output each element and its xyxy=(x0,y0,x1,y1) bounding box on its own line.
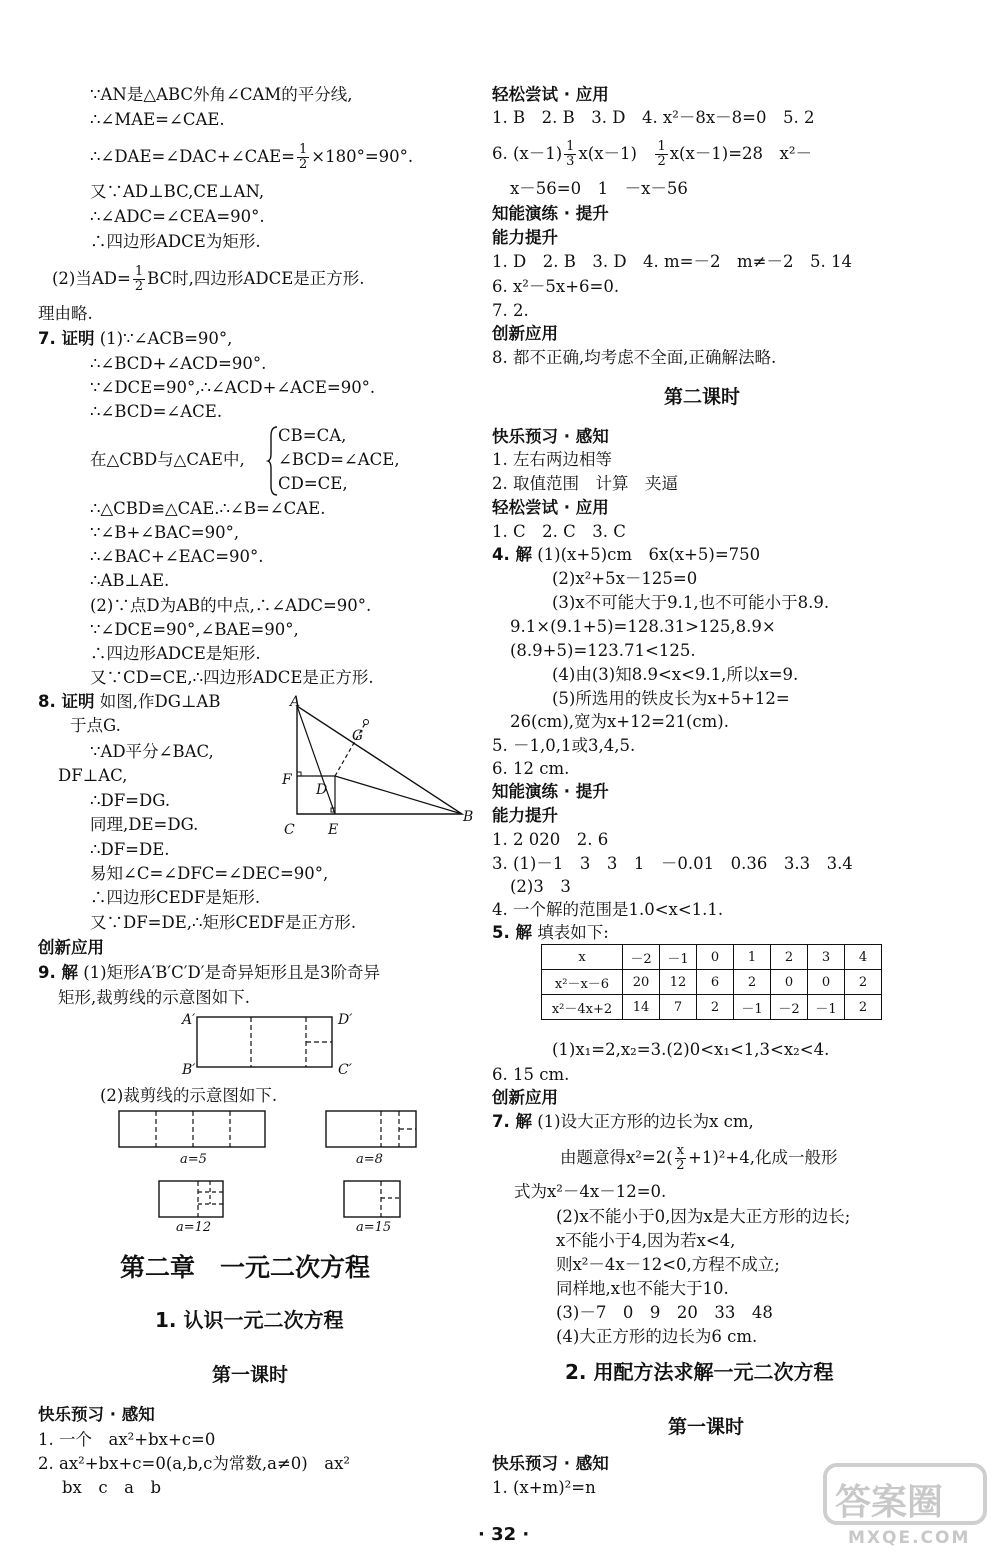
text-line: bx c a b xyxy=(62,1478,162,1497)
text-line: ∴∠BCD=∠ACE. xyxy=(90,402,223,421)
text-line: ∴∠MAE=∠CAE. xyxy=(90,110,225,129)
text-line: 易知∠C=∠DFC=∠DEC=90°, xyxy=(90,864,329,883)
text-line: ∴∠BAC+∠EAC=90°. xyxy=(90,547,264,566)
text-line: 1. B 2. B 3. D 4. x²－8x－8=0 5. 2 xyxy=(492,108,815,127)
section-heading: 快乐预习 · 感知 xyxy=(492,427,609,446)
text-line: 则x²－4x－12<0,方程不成立; xyxy=(556,1255,780,1274)
geometry-figure xyxy=(280,694,480,834)
text-line: 5. 解 填表如下: xyxy=(492,923,609,942)
table-cell: －2 xyxy=(623,945,660,970)
text-line: ∴四边形ADCE为矩形. xyxy=(90,232,261,251)
corner-label: C′ xyxy=(338,1062,352,1078)
table-cell: 2 xyxy=(845,970,882,995)
text-line: (2)x不能小于0,因为x是大正方形的边长; xyxy=(556,1207,851,1226)
text-line: 同样地,x也不能大于10. xyxy=(556,1279,729,1298)
text-line: 1. C 2. C 3. C xyxy=(492,522,626,541)
text-line: x－56=0 1 －x－56 xyxy=(510,179,688,198)
text-line: DF⊥AC, xyxy=(58,766,128,785)
cut-diagram-a12 xyxy=(158,1180,226,1220)
corner-label: D′ xyxy=(338,1012,353,1028)
cut-diagram-rect xyxy=(196,1016,336,1070)
text-line: 4. 解 (1)(x+5)cm 6x(x+5)=750 xyxy=(492,545,761,564)
fraction: $\frac{x}{2}$ xyxy=(676,1143,685,1173)
text-line: 又∵AD⊥BC,CE⊥AN, xyxy=(90,182,265,201)
section-heading: 创新应用 xyxy=(492,1088,558,1107)
table-cell: －1 xyxy=(660,945,697,970)
text-line: 又∵CD=CE,∴四边形ADCE是正方形. xyxy=(90,668,374,687)
text-line: 由题意得x²=2( $\frac{x}{2}$ +1)²+4,化成一般形 xyxy=(560,1143,838,1173)
text-line: 26(cm),宽为x+12=21(cm). xyxy=(510,712,729,731)
section-heading: 轻松尝试 · 应用 xyxy=(492,85,609,104)
text-line: ∴四边形CEDF是矩形. xyxy=(90,888,261,907)
watermark-url: MXQE.COM xyxy=(848,1528,971,1548)
point-label-f: F xyxy=(282,772,292,788)
table-cell: x²－x－6 xyxy=(542,970,623,995)
text-line: ∴AB⊥AE. xyxy=(90,571,170,590)
caption: a=12 xyxy=(176,1220,212,1235)
section-heading: 快乐预习 · 感知 xyxy=(38,1405,155,1424)
value-table xyxy=(541,944,882,1020)
text-line: 8. 都不正确,均考虑不全面,正确解法略. xyxy=(492,348,777,367)
text-line: ∴DF=DG. xyxy=(90,791,171,810)
fraction: $\frac{1}{3}$ xyxy=(566,139,575,169)
text-line: ∴∠ADC=∠CEA=90°. xyxy=(90,207,265,226)
section-heading: 快乐预习 · 感知 xyxy=(492,1454,609,1473)
text-line: 8. 证明 如图,作DG⊥AB xyxy=(38,692,221,711)
system-brace xyxy=(268,426,278,496)
text-line: 又∵DF=DE,∴矩形CEDF是正方形. xyxy=(90,913,357,932)
point-label-e: E xyxy=(328,822,339,838)
table-cell: 1 xyxy=(734,945,771,970)
text-line: 6. 15 cm. xyxy=(492,1065,570,1084)
text-line: (8.9+5)=123.71<125. xyxy=(510,641,696,660)
text-line: 4. 一个解的范围是1.0<x<1.1. xyxy=(492,900,724,919)
table-cell: 7 xyxy=(660,995,697,1020)
text-line: (2)裁剪线的示意图如下. xyxy=(100,1086,278,1105)
text-line: (5)所选用的铁皮长为x+5+12= xyxy=(552,689,790,708)
table-cell: 3 xyxy=(808,945,845,970)
point-label-a: A xyxy=(290,694,301,710)
section-title: 1. 认识一元二次方程 xyxy=(155,1308,344,1332)
table-row xyxy=(542,945,882,970)
text-line: (2)3 3 xyxy=(510,877,571,896)
lesson-title: 第一课时 xyxy=(212,1364,289,1386)
text-line: (4)大正方形的边长为6 cm. xyxy=(556,1327,758,1346)
point-label-b: B xyxy=(463,809,474,825)
table-cell: 0 xyxy=(771,970,808,995)
text-line: (2)∵点D为AB的中点,∴∠ADC=90°. xyxy=(90,596,372,615)
text-line: 矩形,裁剪线的示意图如下. xyxy=(58,988,250,1007)
text-line: 1. (x+m)²=n xyxy=(492,1478,596,1497)
table-cell: －1 xyxy=(808,995,845,1020)
table-cell: 2 xyxy=(771,945,808,970)
table-cell: 6 xyxy=(697,970,734,995)
corner-label: A′ xyxy=(182,1012,196,1028)
lesson-title: 第一课时 xyxy=(668,1416,745,1438)
text-line: 7. 解 (1)设大正方形的边长为x cm, xyxy=(492,1112,754,1131)
fraction: $\frac{1}{2}$ xyxy=(657,139,666,169)
caption: a=8 xyxy=(356,1152,383,1167)
table-cell: 14 xyxy=(623,995,660,1020)
section-heading: 能力提升 xyxy=(492,806,558,825)
text-line: ∴∠DAE=∠DAC+∠CAE= $\frac{1}{2}$ ×180°=90°. xyxy=(90,142,414,172)
table-row xyxy=(542,970,882,995)
section-heading: 创新应用 xyxy=(492,324,558,343)
section-title: 2. 用配方法求解一元二次方程 xyxy=(565,1360,834,1384)
section-heading: 创新应用 xyxy=(38,938,104,957)
text-line: 6. x²－5x+6=0. xyxy=(492,277,620,296)
table-cell: －2 xyxy=(771,995,808,1020)
table-cell: 2 xyxy=(845,995,882,1020)
point-label-d: D xyxy=(316,782,328,798)
caption: a=15 xyxy=(356,1220,392,1235)
section-heading: 知能演练 · 提升 xyxy=(492,782,609,801)
text-line: ∴△CBD≌△CAE.∴∠B=∠CAE. xyxy=(90,499,326,518)
text-line: 1. 左右两边相等 xyxy=(492,450,612,469)
section-heading: 轻松尝试 · 应用 xyxy=(492,498,609,517)
table-cell: －1 xyxy=(734,995,771,1020)
table-cell: x²－4x+2 xyxy=(542,995,623,1020)
fraction: $\frac{1}{2}$ xyxy=(299,142,308,172)
text-line: 同理,DE=DG. xyxy=(90,815,199,834)
text-line: (4)由(3)知8.9<x<9.1,所以x=9. xyxy=(552,665,799,684)
lesson-title: 第二课时 xyxy=(664,386,741,408)
chapter-title: 第二章 一元二次方程 xyxy=(120,1253,371,1282)
text-line: ∵AN是△ABC外角∠CAM的平分线, xyxy=(90,85,353,104)
table-cell: 2 xyxy=(734,970,771,995)
text-line: (1)x₁=2,x₂=3.(2)0<x₁<1,3<x₂<4. xyxy=(552,1040,830,1059)
text-line: (3)x不可能大于9.1,也不可能小于8.9. xyxy=(552,593,830,612)
point-label-c: C xyxy=(284,822,295,838)
section-heading: 知能演练 · 提升 xyxy=(492,204,609,223)
text-line: 2. ax²+bx+c=0(a,b,c为常数,a≠0) ax² xyxy=(38,1454,350,1473)
table-row xyxy=(542,995,882,1020)
point-label-g: G xyxy=(352,728,364,744)
text-line: 7. 证明 (1)∵∠ACB=90°, xyxy=(38,329,233,348)
text-line: ∴DF=DE. xyxy=(90,840,170,859)
text-line: 于点G. xyxy=(70,716,121,735)
table-cell: x xyxy=(542,945,623,970)
table-cell: 4 xyxy=(845,945,882,970)
text-line: 6. (x－1) $\frac{1}{3}$ x(x－1) $\frac{1}{2}$ x(x－1)=28 x²－ xyxy=(492,139,812,169)
text-line: 7. 2. xyxy=(492,301,529,320)
text-line: (2)当AD= $\frac{1}{2}$ BC时,四边形ADCE是正方形. xyxy=(52,264,365,294)
text-line: CB=CA, xyxy=(278,426,347,445)
text-line: 1. D 2. B 3. D 4. m=－2 m≠－2 5. 14 xyxy=(492,252,852,271)
corner-label: B′ xyxy=(182,1062,196,1078)
table-cell: 2 xyxy=(697,995,734,1020)
text-line: 式为x²－4x－12=0. xyxy=(514,1182,667,1201)
text-line: ∴∠BCD+∠ACD=90°. xyxy=(90,354,267,373)
text-line: 1. 2 020 2. 6 xyxy=(492,830,609,849)
watermark-logo-text: 答案圈 xyxy=(835,1482,944,1523)
cut-diagram-a15 xyxy=(343,1180,403,1220)
text-line: 5. －1,0,1或3,4,5. xyxy=(492,736,636,755)
text-line: (3)－7 0 9 20 33 48 xyxy=(556,1303,773,1322)
table-cell: 12 xyxy=(660,970,697,995)
text-line: 9.1×(9.1+5)=128.31>125,8.9× xyxy=(510,617,776,636)
text-line: ∵∠DCE=90°,∠BAE=90°, xyxy=(90,620,299,639)
text-line: 3. (1)－1 3 3 1 －0.01 0.36 3.3 3.4 xyxy=(492,854,853,873)
fraction: $\frac{1}{2}$ xyxy=(134,264,144,294)
table-cell: 0 xyxy=(808,970,845,995)
cut-diagram-a8 xyxy=(325,1110,419,1150)
text-line: 理由略. xyxy=(38,304,93,323)
page-number: · 32 · xyxy=(478,1524,530,1545)
table-cell: 20 xyxy=(623,970,660,995)
text-line: (2)x²+5x－125=0 xyxy=(552,569,698,588)
text-line: ∵∠DCE=90°,∴∠ACD+∠ACE=90°. xyxy=(90,378,376,397)
caption: a=5 xyxy=(180,1152,207,1167)
text-line: 1. 一个 ax²+bx+c=0 xyxy=(38,1430,216,1449)
text-line: 6. 12 cm. xyxy=(492,759,570,778)
text-line: CD=CE, xyxy=(278,474,348,493)
text-line: ∵∠B+∠BAC=90°, xyxy=(90,523,240,542)
text-line: 在△CBD与△CAE中, xyxy=(90,450,245,469)
text-line: 9. 解 (1)矩形A′B′C′D′是奇异矩形且是3阶奇异 xyxy=(38,963,381,982)
cut-diagram-a5 xyxy=(118,1110,268,1150)
text-line: x不能小于4,因为若x<4, xyxy=(556,1231,736,1250)
text-line: ∠BCD=∠ACE, xyxy=(278,450,400,469)
text-line: 2. 取值范围 计算 夹逼 xyxy=(492,474,678,493)
text-line: ∵AD平分∠BAC, xyxy=(90,742,214,761)
text-line: ∴四边形ADCE是矩形. xyxy=(90,644,261,663)
table-cell: 0 xyxy=(697,945,734,970)
section-heading: 能力提升 xyxy=(492,228,558,247)
